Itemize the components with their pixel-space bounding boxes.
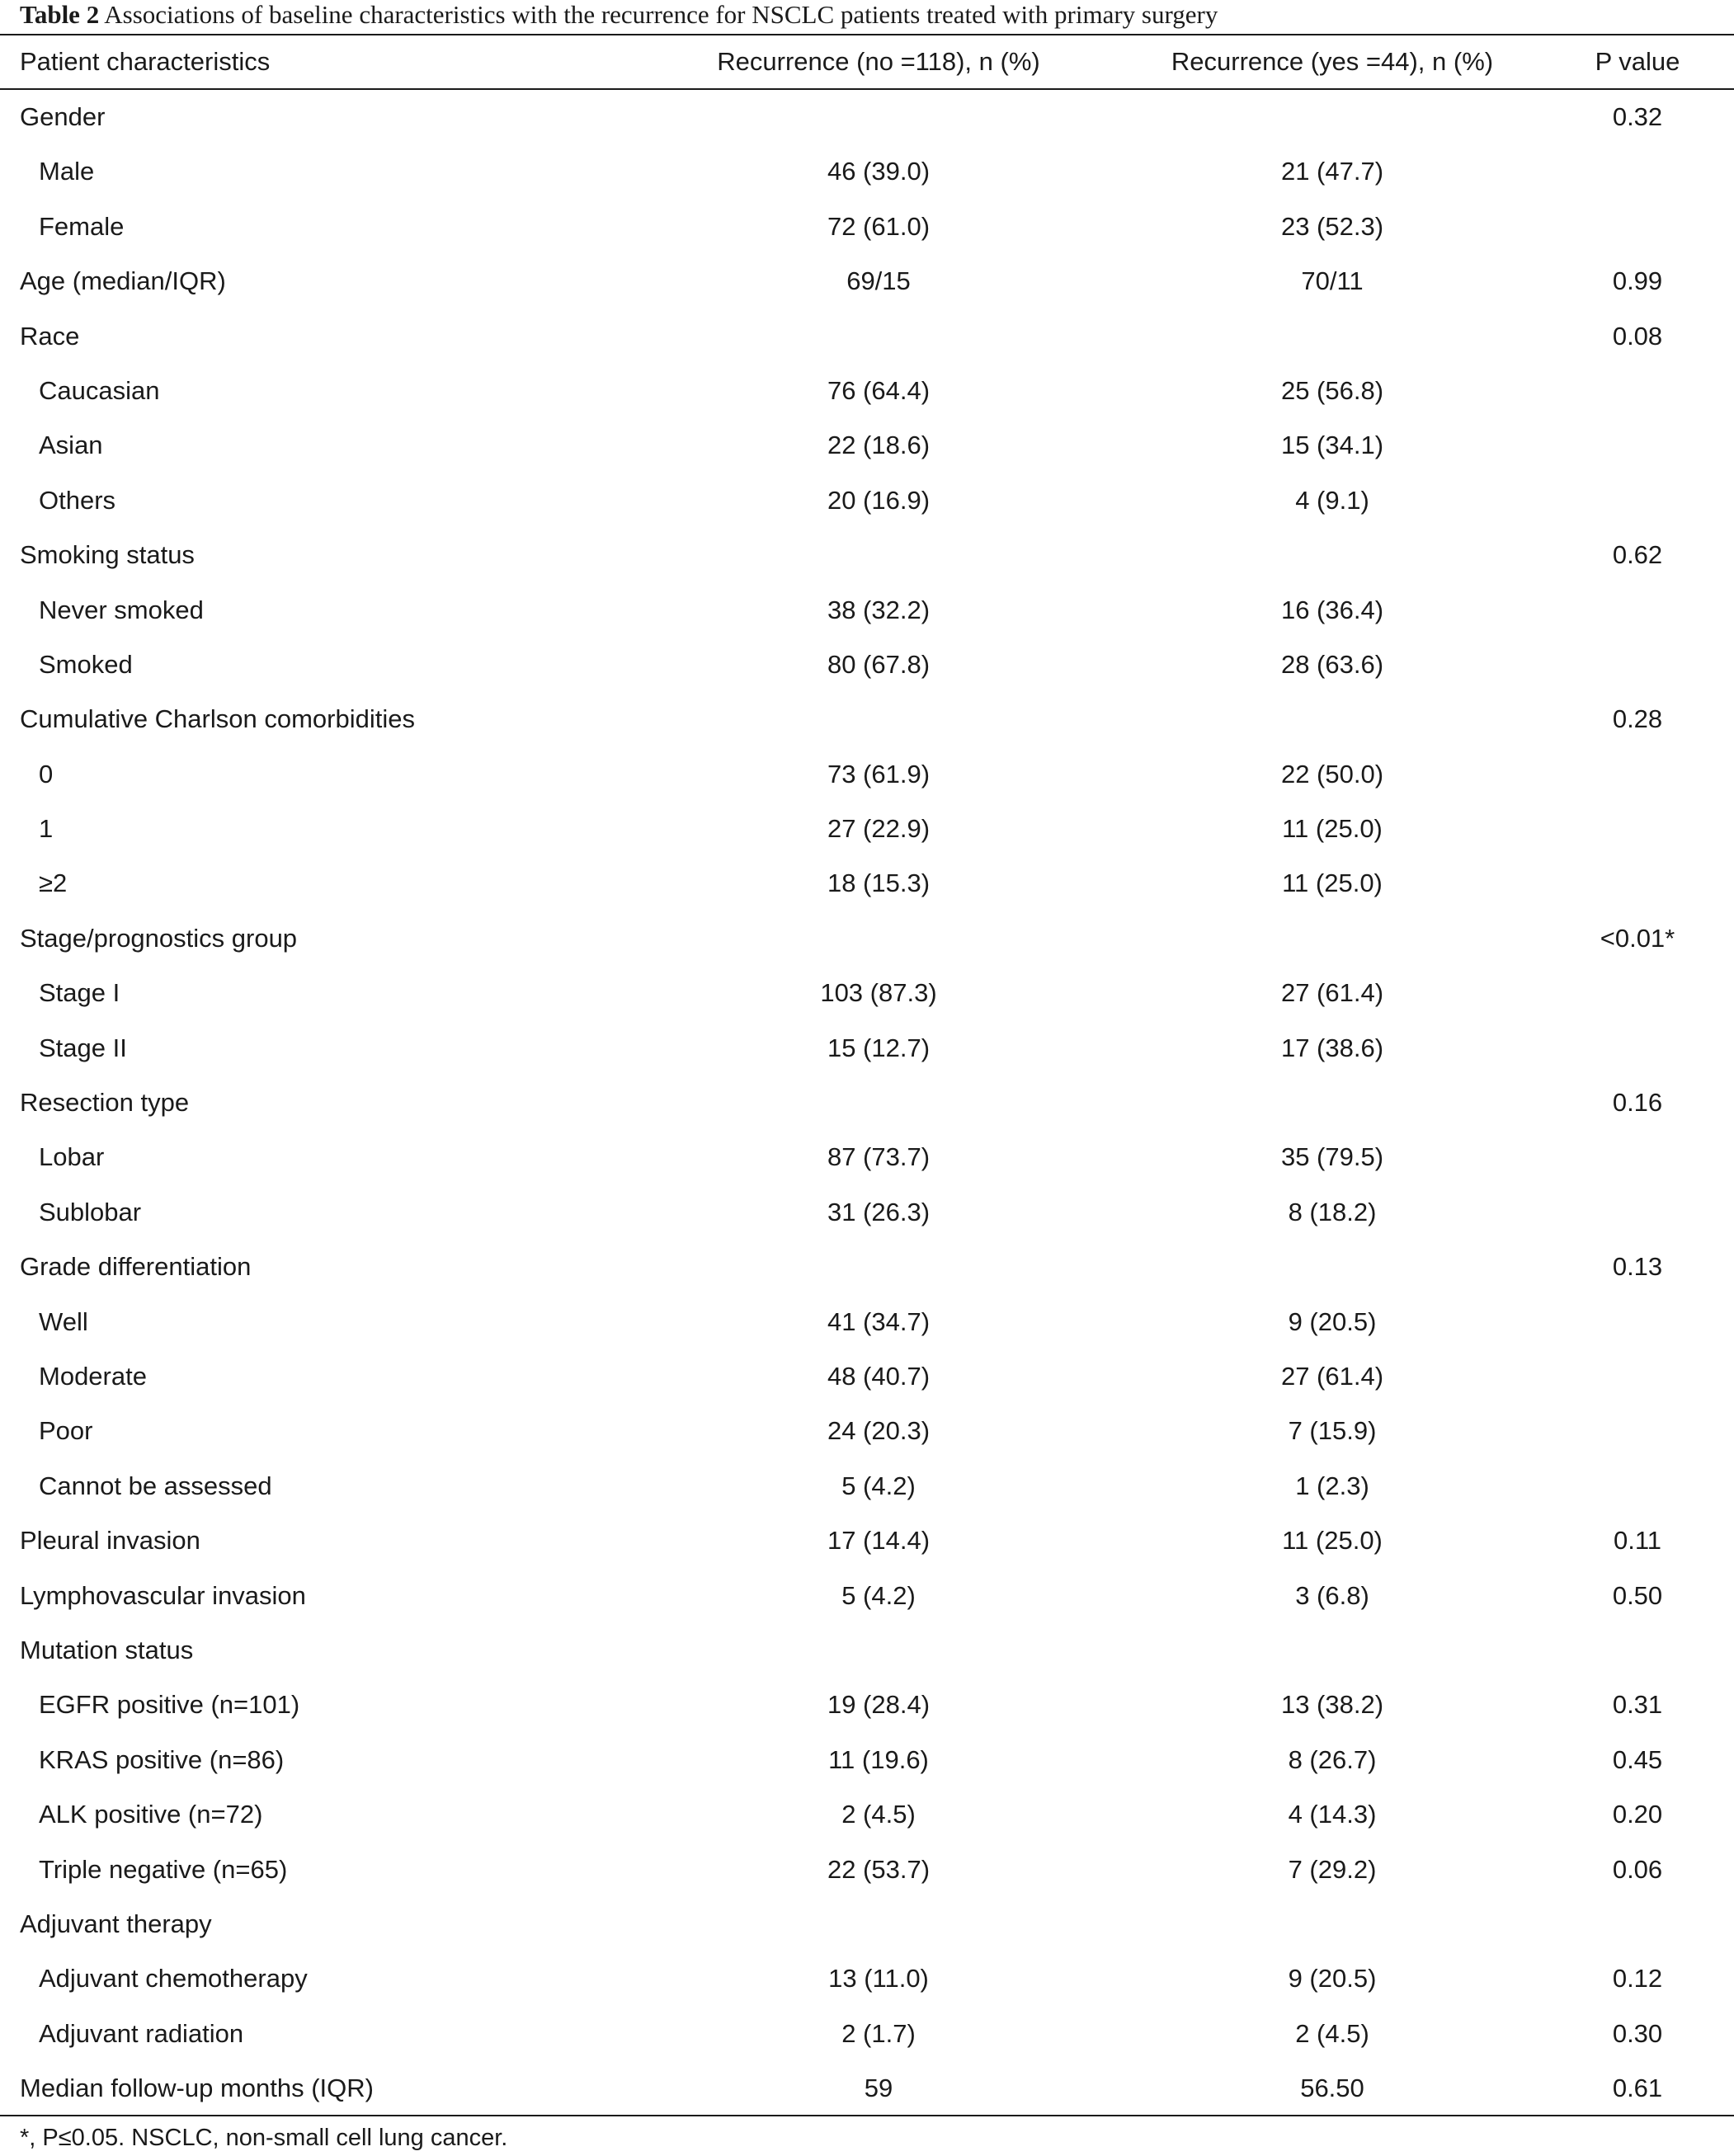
table-row (0, 1240, 1734, 1294)
table-caption-label: Table 2 (20, 0, 100, 29)
row-label: Grade differentiation (20, 1252, 252, 1282)
table-row (0, 966, 1734, 1020)
row-value-recurrence: 7 (15.9) (1288, 1416, 1377, 1446)
table-body (0, 90, 1734, 2116)
row-value-recurrence: 13 (38.2) (1280, 1690, 1384, 1720)
row-label: Race (20, 321, 80, 351)
table-row (0, 1349, 1734, 1404)
row-value-no-recurrence: 2 (1.7) (841, 2018, 916, 2048)
table-row (0, 200, 1734, 254)
row-p-value: <0.01* (1600, 923, 1675, 953)
row-value-recurrence (1105, 1897, 1559, 1951)
table-row (0, 583, 1734, 638)
bottom-rule (0, 2115, 1734, 2116)
row-value-no-recurrence: 73 (61.9) (827, 759, 931, 788)
table-row (0, 1843, 1734, 1897)
table-row (0, 1623, 1734, 1678)
row-value-recurrence: 9 (20.5) (1288, 1306, 1377, 1336)
row-p-value (1559, 966, 1716, 1020)
row-p-value: 0.31 (1612, 1690, 1663, 1720)
row-p-value (1559, 802, 1716, 856)
row-label: ALK positive (n=72) (39, 1800, 263, 1829)
table-row (0, 1076, 1734, 1130)
row-value-no-recurrence: 76 (64.4) (827, 375, 931, 405)
table-row (0, 1951, 1734, 2006)
row-label: Stage I (39, 978, 120, 1008)
row-label: Female (39, 211, 125, 241)
row-value-no-recurrence: 59 (864, 2074, 893, 2103)
table-row (0, 1130, 1734, 1184)
row-label: Poor (39, 1416, 93, 1446)
row-p-value (1559, 1295, 1716, 1349)
table-row (0, 2007, 1734, 2061)
row-value-recurrence: 27 (61.4) (1280, 978, 1384, 1008)
table-row (0, 1569, 1734, 1623)
row-label: Mutation status (20, 1635, 194, 1664)
row-p-value (1559, 200, 1716, 254)
row-p-value (1559, 583, 1716, 638)
row-value-recurrence (1105, 1623, 1559, 1678)
row-value-recurrence: 70/11 (1301, 266, 1364, 296)
row-value-no-recurrence: 72 (61.0) (827, 211, 931, 241)
table-row (0, 144, 1734, 199)
row-value-no-recurrence: 24 (20.3) (827, 1416, 931, 1446)
row-value-no-recurrence: 20 (16.9) (827, 485, 931, 515)
table-row (0, 2061, 1734, 2116)
row-label: Well (39, 1306, 88, 1336)
row-value-recurrence: 27 (61.4) (1280, 1361, 1384, 1391)
row-value-no-recurrence: 31 (26.3) (827, 1197, 931, 1226)
row-p-value (1559, 1185, 1716, 1240)
header-p-value: P value (1595, 47, 1680, 76)
row-p-value: 0.20 (1612, 1800, 1663, 1829)
row-p-value (1559, 1404, 1716, 1458)
row-label: Moderate (39, 1361, 147, 1391)
row-value-recurrence (1105, 692, 1559, 746)
header-recurrence-yes: Recurrence (yes =44), n (%) (1171, 47, 1494, 76)
row-p-value: 0.61 (1612, 2074, 1663, 2103)
table-row (0, 747, 1734, 802)
table-header (0, 35, 1734, 88)
row-value-no-recurrence (652, 692, 1105, 746)
row-value-no-recurrence: 5 (4.2) (841, 1580, 916, 1610)
table-caption-text: Associations of baseline characteristics with the recurrence for NSCLC patients treated with primary surgery (99, 0, 1218, 29)
row-value-recurrence: 4 (14.3) (1288, 1800, 1377, 1829)
row-label: Male (39, 157, 95, 186)
row-value-recurrence: 28 (63.6) (1280, 649, 1384, 679)
table-row (0, 1733, 1734, 1787)
row-label: Pleural invasion (20, 1526, 200, 1556)
row-value-recurrence (1105, 1076, 1559, 1130)
row-value-recurrence (1105, 1240, 1559, 1294)
row-label: Adjuvant therapy (20, 1909, 212, 1938)
row-value-recurrence: 35 (79.5) (1280, 1142, 1384, 1172)
table-row (0, 1459, 1734, 1513)
row-value-recurrence: 7 (29.2) (1288, 1854, 1377, 1884)
row-value-no-recurrence (652, 1897, 1105, 1951)
row-p-value (1559, 638, 1716, 692)
header-recurrence-no: Recurrence (no =118), n (%) (717, 47, 1040, 76)
table-row (0, 856, 1734, 911)
row-value-recurrence: 21 (47.7) (1280, 157, 1384, 186)
row-value-no-recurrence: 2 (4.5) (841, 1800, 916, 1829)
row-p-value: 0.50 (1612, 1580, 1663, 1610)
row-label: Stage II (39, 1033, 127, 1062)
row-value-recurrence (1105, 309, 1559, 364)
table-row (0, 90, 1734, 144)
row-value-no-recurrence (652, 90, 1105, 144)
row-value-no-recurrence: 22 (53.7) (827, 1854, 931, 1884)
row-value-no-recurrence (652, 528, 1105, 582)
row-label: Others (39, 485, 116, 515)
row-value-recurrence: 1 (2.3) (1295, 1471, 1369, 1500)
header-characteristic: Patient characteristics (20, 47, 271, 76)
row-label: Caucasian (39, 375, 160, 405)
row-value-no-recurrence: 46 (39.0) (827, 157, 931, 186)
table-row (0, 418, 1734, 473)
row-value-no-recurrence (652, 1623, 1105, 1678)
row-value-no-recurrence: 18 (15.3) (827, 869, 931, 898)
row-value-no-recurrence: 87 (73.7) (827, 1142, 931, 1172)
row-label: Lymphovascular invasion (20, 1580, 306, 1610)
row-p-value: 0.13 (1612, 1252, 1663, 1282)
row-p-value (1559, 473, 1716, 528)
row-value-no-recurrence: 19 (28.4) (827, 1690, 931, 1720)
row-label: Smoking status (20, 540, 195, 570)
row-value-no-recurrence: 13 (11.0) (828, 1964, 929, 1994)
table-caption (20, 0, 1719, 33)
row-value-no-recurrence: 27 (22.9) (827, 814, 931, 844)
row-p-value: 0.99 (1612, 266, 1663, 296)
row-value-recurrence: 2 (4.5) (1295, 2018, 1369, 2048)
table-row (0, 802, 1734, 856)
row-value-recurrence: 11 (25.0) (1282, 869, 1383, 898)
row-value-recurrence: 4 (9.1) (1295, 485, 1369, 515)
table-row (0, 1404, 1734, 1458)
row-p-value: 0.62 (1612, 540, 1663, 570)
row-value-recurrence: 8 (18.2) (1288, 1197, 1377, 1226)
row-label: Adjuvant chemotherapy (39, 1964, 308, 1994)
row-value-recurrence: 11 (25.0) (1282, 814, 1383, 844)
row-p-value (1559, 1459, 1716, 1513)
row-value-no-recurrence: 38 (32.2) (827, 595, 931, 624)
row-p-value (1559, 144, 1716, 199)
table-row (0, 528, 1734, 582)
row-value-recurrence (1105, 911, 1559, 966)
row-p-value: 0.16 (1612, 1088, 1663, 1118)
row-label: KRAS positive (n=86) (39, 1744, 285, 1774)
row-p-value (1559, 856, 1716, 911)
row-value-no-recurrence (652, 309, 1105, 364)
row-value-recurrence: 16 (36.4) (1280, 595, 1384, 624)
row-value-no-recurrence: 48 (40.7) (827, 1361, 931, 1391)
row-value-recurrence: 8 (26.7) (1288, 1744, 1377, 1774)
row-value-no-recurrence (652, 1076, 1105, 1130)
table-row (0, 1185, 1734, 1240)
row-value-no-recurrence: 5 (4.2) (841, 1471, 916, 1500)
row-p-value: 0.32 (1612, 102, 1663, 131)
row-value-no-recurrence: 11 (19.6) (828, 1744, 929, 1774)
row-value-recurrence: 11 (25.0) (1282, 1526, 1383, 1556)
row-value-no-recurrence: 17 (14.4) (827, 1526, 931, 1556)
row-value-no-recurrence (652, 1240, 1105, 1294)
row-value-no-recurrence (652, 911, 1105, 966)
row-value-recurrence (1105, 90, 1559, 144)
row-label: EGFR positive (n=101) (39, 1690, 300, 1720)
row-p-value: 0.45 (1612, 1744, 1663, 1774)
table-row (0, 1021, 1734, 1076)
row-value-recurrence: 23 (52.3) (1280, 211, 1384, 241)
table-row (0, 911, 1734, 966)
row-p-value: 0.28 (1612, 704, 1663, 734)
row-p-value (1559, 1897, 1716, 1951)
row-value-no-recurrence: 41 (34.7) (827, 1306, 931, 1336)
row-p-value (1559, 1130, 1716, 1184)
row-value-recurrence: 22 (50.0) (1280, 759, 1384, 788)
row-label: Never smoked (39, 595, 204, 624)
row-label: Lobar (39, 1142, 105, 1172)
row-p-value: 0.11 (1613, 1526, 1662, 1556)
table-row (0, 1678, 1734, 1732)
row-label: Smoked (39, 649, 133, 679)
row-label: Adjuvant radiation (39, 2018, 244, 2048)
table-row (0, 692, 1734, 746)
row-value-recurrence: 25 (56.8) (1280, 375, 1384, 405)
table-row (0, 1513, 1734, 1568)
row-label: 0 (39, 759, 54, 788)
row-value-recurrence: 15 (34.1) (1280, 431, 1384, 460)
row-label: Triple negative (n=65) (39, 1854, 288, 1884)
row-p-value (1559, 418, 1716, 473)
row-p-value (1559, 1623, 1716, 1678)
row-label: Cannot be assessed (39, 1471, 272, 1500)
row-value-recurrence: 56.50 (1300, 2074, 1364, 2103)
row-label: Median follow-up months (IQR) (20, 2074, 374, 2103)
table-row (0, 364, 1734, 418)
table-row (0, 309, 1734, 364)
row-value-recurrence: 9 (20.5) (1288, 1964, 1377, 1994)
row-value-no-recurrence: 69/15 (846, 266, 911, 296)
row-label: Resection type (20, 1088, 190, 1118)
row-p-value: 0.08 (1612, 321, 1663, 351)
row-value-no-recurrence: 80 (67.8) (827, 649, 931, 679)
row-label: Asian (39, 431, 103, 460)
row-p-value: 0.30 (1612, 2018, 1663, 2048)
row-label: Gender (20, 102, 106, 131)
row-value-recurrence: 17 (38.6) (1280, 1033, 1384, 1062)
table-row (0, 1897, 1734, 1951)
table-row (0, 1295, 1734, 1349)
table-row (0, 473, 1734, 528)
row-value-no-recurrence: 22 (18.6) (827, 431, 931, 460)
row-p-value (1559, 1349, 1716, 1404)
row-p-value: 0.12 (1612, 1964, 1663, 1994)
row-value-recurrence: 3 (6.8) (1295, 1580, 1369, 1610)
table-row (0, 1787, 1734, 1842)
row-value-no-recurrence: 103 (87.3) (820, 978, 937, 1008)
row-value-no-recurrence: 15 (12.7) (827, 1033, 931, 1062)
row-p-value (1559, 747, 1716, 802)
row-label: Stage/prognostics group (20, 923, 298, 953)
row-label: Age (median/IQR) (20, 266, 226, 296)
table-row (0, 254, 1734, 308)
row-p-value (1559, 364, 1716, 418)
row-label: 1 (39, 814, 54, 844)
row-label: ≥2 (39, 869, 68, 898)
table-footnote: *, P≤0.05. NSCLC, non-small cell lung cancer. (20, 2125, 508, 2151)
row-p-value: 0.06 (1612, 1854, 1663, 1884)
table-row (0, 638, 1734, 692)
row-label: Cumulative Charlson comorbidities (20, 704, 415, 734)
row-label: Sublobar (39, 1197, 142, 1226)
row-p-value (1559, 1021, 1716, 1076)
row-value-recurrence (1105, 528, 1559, 582)
